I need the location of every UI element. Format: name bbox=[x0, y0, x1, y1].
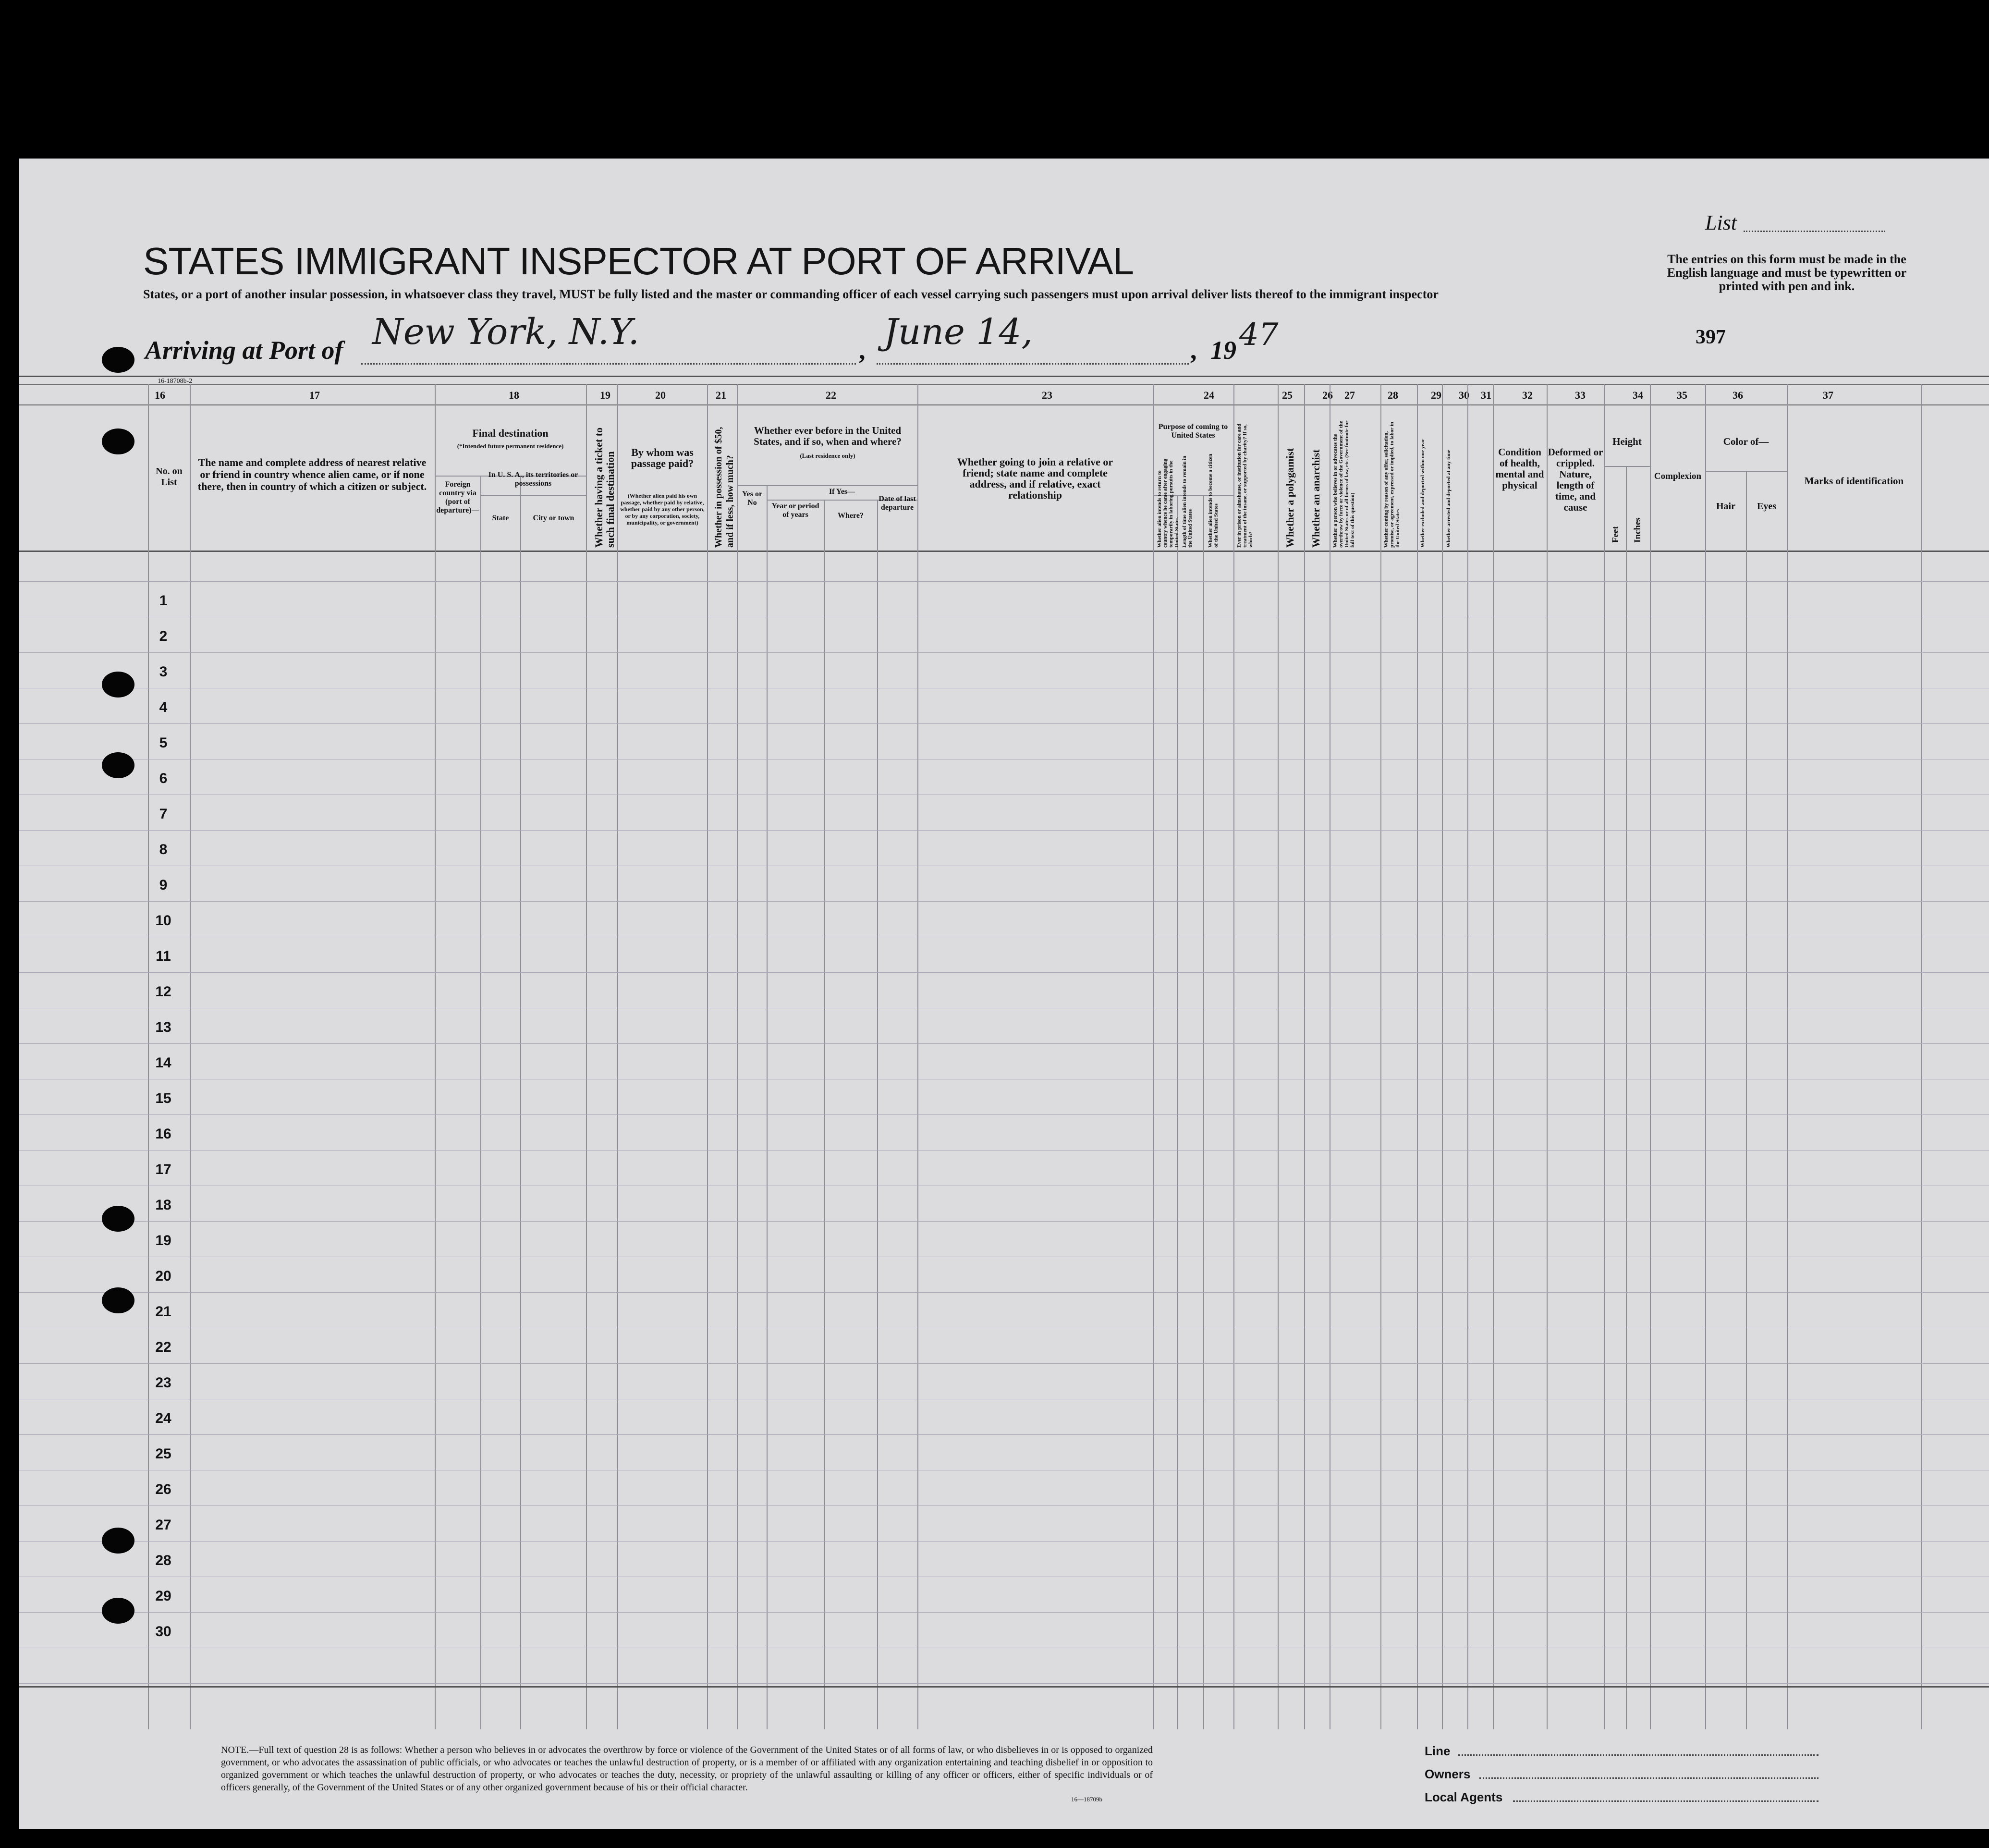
row-line bbox=[19, 652, 1989, 653]
header-ticket: Whether having a ticket to such final destination bbox=[593, 427, 616, 548]
row-number: 25 bbox=[155, 1446, 171, 1462]
header-final-destination: Final destination bbox=[472, 427, 549, 439]
column-line bbox=[917, 384, 918, 1729]
column-line bbox=[1746, 471, 1747, 1729]
header-nearest-relative: The name and complete address of nearest relative or friend in country whence alien came, or if none there, then in country of which a citizen or subject. bbox=[197, 456, 427, 492]
col-number: 17 bbox=[309, 389, 320, 401]
header-last-residence: (Last residence only) bbox=[800, 452, 855, 459]
row-number: 2 bbox=[159, 628, 168, 644]
header-no-on-list: No. on List bbox=[156, 466, 183, 488]
comma-sep: , bbox=[859, 336, 866, 365]
row-line bbox=[19, 581, 1989, 582]
subheader-rule bbox=[737, 485, 917, 486]
row-line bbox=[19, 1221, 1989, 1222]
header-q31: Whether arrested and deported at any time bbox=[1446, 450, 1452, 548]
column-line bbox=[1547, 384, 1548, 1729]
form-title: STATES IMMIGRANT INSPECTOR AT PORT OF ARRIVAL bbox=[143, 240, 1134, 282]
header-in-usa: In U. S. A., its territories or possessions bbox=[488, 471, 578, 488]
row-number: 17 bbox=[155, 1162, 171, 1177]
owners-field[interactable] bbox=[1479, 1777, 1818, 1779]
col-number: 16 bbox=[155, 389, 165, 401]
row-number: 14 bbox=[155, 1055, 171, 1071]
row-line bbox=[19, 1683, 1989, 1684]
year-handwritten[interactable]: 47 bbox=[1239, 317, 1279, 353]
year-prefix: 19 bbox=[1210, 336, 1236, 365]
header-by-whom-note: (Whether alien paid his own passage, whether paid by relative, whether paid by any other person, or by any corporation, society, municipality, or government) bbox=[620, 492, 705, 526]
header-where: Where? bbox=[838, 512, 864, 520]
punch-hole bbox=[102, 347, 134, 373]
header-feet: Feet bbox=[1611, 526, 1621, 543]
line-field[interactable] bbox=[1458, 1754, 1818, 1756]
header-rule bbox=[19, 384, 1989, 385]
punch-hole bbox=[102, 428, 134, 454]
header-condition: Condition of health, mental and physical bbox=[1495, 446, 1544, 491]
header-prison: Ever in prison or almshouse, or institution for care and treatment of the insane, or supported by charity? If so, which? bbox=[1236, 423, 1254, 548]
port-handwritten[interactable]: New York, N.Y. bbox=[372, 311, 640, 353]
col-number: 21 bbox=[716, 389, 726, 401]
row-number: 23 bbox=[155, 1375, 171, 1391]
header-polygamist: Whether a polygamist bbox=[1284, 448, 1296, 548]
row-number: 15 bbox=[155, 1090, 171, 1106]
column-line bbox=[190, 384, 191, 1729]
row-line bbox=[19, 723, 1989, 724]
date-handwritten[interactable]: June 14, bbox=[884, 311, 1033, 353]
owners-label: Owners bbox=[1425, 1767, 1471, 1781]
header-if-yes: If Yes— bbox=[829, 488, 855, 496]
row-number: 6 bbox=[159, 771, 168, 786]
row-number: 3 bbox=[159, 664, 168, 680]
column-line bbox=[1278, 384, 1279, 1729]
local-agents-label: Local Agents bbox=[1425, 1790, 1503, 1804]
header-color-of: Color of— bbox=[1723, 436, 1769, 447]
row-number: 10 bbox=[155, 913, 171, 929]
col-number: 23 bbox=[1042, 389, 1052, 401]
list-number: 397 bbox=[1696, 326, 1726, 348]
header-hair: Hair bbox=[1716, 501, 1735, 512]
header-before-in-us: Whether ever before in the United States, and if so, when and where? bbox=[754, 425, 902, 447]
row-number: 5 bbox=[159, 735, 168, 751]
header-join-relative: Whether going to join a relative or friend; state name and complete address, and if relative, exact relationship bbox=[957, 456, 1113, 501]
list-label: List bbox=[1705, 211, 1737, 234]
header-state: State bbox=[492, 514, 509, 522]
punch-hole bbox=[102, 1598, 134, 1624]
form-instructions: The entries on this form must be made in the English language and must be typewritten or printed with pen and ink. bbox=[1667, 252, 1907, 293]
header-year-period: Year or period of years bbox=[771, 502, 819, 519]
col-number: 37 bbox=[1823, 389, 1833, 401]
header-purpose-a: Whether alien intends to return to country whence he came after engaging temporarily in laboring pursuits in the United States bbox=[1157, 458, 1180, 548]
column-line bbox=[617, 384, 618, 1729]
col-number: 30 bbox=[1459, 389, 1469, 401]
column-line bbox=[1467, 384, 1468, 1729]
header-q29: Whether coming by reason of any offer, solicitation, promise, or agreement, expressed or implied, to labor in the United States bbox=[1383, 422, 1401, 548]
row-number: 18 bbox=[155, 1197, 171, 1213]
column-line bbox=[1921, 384, 1922, 1729]
col-number: 29 bbox=[1431, 389, 1441, 401]
row-number: 7 bbox=[159, 806, 168, 822]
subheader-rule bbox=[480, 495, 586, 496]
footnote-question-28: NOTE.—Full text of question 28 is as follows: Whether a person who believes in or advocates the overthrow by force or violence of the Government of the United States or of all forms of law, or who disbelieves in or is opposed to organized government, or who advocates the assassination of public officials, or who advocates or teaches the unlawful destruction of property, or is a member of or affiliated with any organization entertaining and teaching disbelief in or opposition to organized government or which teaches the unlawful destruction of property, or who advocates or teaches the duty, necessity, or propriety of the unlawful assaulting or killing of any officer or officers, either of specific individuals or of officers generally, of the Government of the United States or of any other organized government because of his or their official character. bbox=[221, 1745, 1153, 1793]
row-number: 4 bbox=[159, 699, 168, 715]
col-number: 32 bbox=[1522, 389, 1533, 401]
header-purpose-c: Whether alien intends to become a citizen of the United States bbox=[1208, 453, 1219, 548]
row-number: 27 bbox=[155, 1517, 171, 1533]
punch-hole bbox=[102, 1528, 134, 1554]
column-line bbox=[1417, 384, 1418, 1729]
column-line bbox=[737, 384, 738, 1729]
header-rule bbox=[19, 551, 1989, 552]
row-line bbox=[19, 1434, 1989, 1435]
column-line bbox=[1787, 384, 1788, 1729]
header-city: City or town bbox=[533, 514, 574, 522]
row-line bbox=[19, 972, 1989, 973]
col-number: 25 bbox=[1282, 389, 1293, 401]
col-number: 20 bbox=[655, 389, 666, 401]
row-line bbox=[19, 1612, 1989, 1613]
column-line bbox=[586, 384, 587, 1729]
row-number: 11 bbox=[156, 948, 171, 964]
header-purpose: Purpose of coming to United States bbox=[1158, 423, 1228, 440]
column-line bbox=[1153, 384, 1154, 1729]
punch-hole bbox=[102, 1206, 134, 1232]
column-line bbox=[1705, 384, 1706, 1729]
row-number: 30 bbox=[155, 1624, 171, 1640]
column-line bbox=[1380, 384, 1381, 1729]
header-possession-50: Whether in possession of $50, and if less, how much? bbox=[713, 427, 735, 548]
row-line bbox=[19, 1363, 1989, 1364]
row-number: 19 bbox=[155, 1233, 171, 1248]
header-final-destination-note: (*Intended future permanent residence) bbox=[457, 442, 564, 450]
row-number: 13 bbox=[155, 1019, 171, 1035]
header-foreign-country: Foreign country via (port of departure)— bbox=[436, 480, 479, 514]
row-line bbox=[19, 1043, 1989, 1044]
column-line bbox=[1177, 495, 1178, 1729]
column-line bbox=[1442, 384, 1443, 1729]
comma-sep: , bbox=[1190, 336, 1197, 365]
form-number: 16-18708b-2 bbox=[158, 378, 193, 385]
row-number: 28 bbox=[155, 1553, 171, 1568]
local-agents-field[interactable] bbox=[1513, 1800, 1818, 1802]
date-field-line bbox=[877, 363, 1189, 365]
row-number: 22 bbox=[155, 1339, 171, 1355]
column-line bbox=[1304, 384, 1305, 1729]
header-by-whom: By whom was passage paid? bbox=[631, 446, 694, 469]
col-number: 22 bbox=[826, 389, 836, 401]
column-line bbox=[435, 384, 436, 1729]
header-inches: Inches bbox=[1633, 517, 1643, 543]
punch-hole bbox=[102, 752, 134, 778]
col-number: 36 bbox=[1733, 389, 1743, 401]
column-line bbox=[1626, 466, 1627, 1729]
header-rule bbox=[19, 376, 1989, 377]
column-line bbox=[1233, 384, 1234, 1729]
header-q30: Whether excluded and deported within one year bbox=[1420, 439, 1426, 548]
row-number: 24 bbox=[155, 1410, 171, 1426]
header-complexion: Complexion bbox=[1654, 471, 1702, 481]
header-rule bbox=[19, 404, 1989, 405]
row-line bbox=[19, 1292, 1989, 1293]
row-number: 29 bbox=[155, 1588, 171, 1604]
line-label: Line bbox=[1425, 1744, 1451, 1758]
header-date-departure: Date of last departure bbox=[879, 495, 916, 512]
column-line bbox=[1203, 495, 1204, 1729]
row-line bbox=[19, 1541, 1989, 1542]
table-bottom-rule bbox=[19, 1686, 1989, 1688]
col-number: 24 bbox=[1204, 389, 1214, 401]
punch-hole bbox=[102, 672, 134, 698]
col-number: 33 bbox=[1575, 389, 1586, 401]
row-number: 8 bbox=[159, 842, 168, 857]
col-number: 34 bbox=[1633, 389, 1643, 401]
col-number: 28 bbox=[1388, 389, 1398, 401]
header-marks: Marks of identification bbox=[1804, 475, 1904, 487]
punch-hole bbox=[102, 1287, 134, 1313]
column-line bbox=[1493, 384, 1494, 1729]
subheader-rule bbox=[1705, 471, 1787, 472]
row-number: 9 bbox=[159, 877, 168, 893]
header-q28: Whether a person who believes in or advocates the overthrow by force or violence of the Government of the United States or of all forms of law, etc. (See footnote for full text of this question) bbox=[1332, 420, 1355, 548]
row-number: 1 bbox=[159, 593, 168, 609]
column-line bbox=[767, 485, 768, 1729]
row-line bbox=[19, 830, 1989, 831]
col-number: 31 bbox=[1481, 389, 1491, 401]
row-line bbox=[19, 901, 1989, 902]
list-field[interactable] bbox=[1744, 231, 1885, 232]
col-number: 27 bbox=[1344, 389, 1355, 401]
row-number: 12 bbox=[155, 984, 171, 1000]
header-purpose-b: Length of time alien intends to remain in the United States bbox=[1182, 455, 1193, 548]
subheader-rule bbox=[1604, 466, 1650, 467]
form-subtitle: States, or a port of another insular possession, in whatsoever class they travel, MUST be fully listed and the master or commanding officer of each vessel carrying such passengers must upon arrival deliver lists thereof to the immigrant inspector bbox=[143, 287, 1439, 301]
row-number: 20 bbox=[155, 1268, 171, 1284]
footer-form-code: 16—18709b bbox=[1071, 1796, 1102, 1803]
row-number: 21 bbox=[155, 1304, 171, 1320]
port-field-line bbox=[361, 363, 856, 365]
row-number: 26 bbox=[155, 1481, 171, 1497]
column-line bbox=[707, 384, 708, 1729]
column-line bbox=[1604, 384, 1605, 1729]
row-line bbox=[19, 1114, 1989, 1115]
col-number: 26 bbox=[1322, 389, 1333, 401]
row-line bbox=[19, 1505, 1989, 1506]
header-yes-or-no: Yes or No bbox=[742, 490, 763, 507]
header-deformed: Deformed or crippled. Nature, length of time, and cause bbox=[1548, 446, 1603, 513]
row-number: 16 bbox=[155, 1126, 171, 1142]
header-anarchist: Whether an anarchist bbox=[1310, 449, 1322, 548]
col-number: 35 bbox=[1677, 389, 1687, 401]
col-number: 18 bbox=[509, 389, 519, 401]
manifest-sheet bbox=[19, 159, 1989, 1829]
header-eyes: Eyes bbox=[1757, 501, 1776, 512]
arriving-label: Arriving at Port of bbox=[145, 336, 343, 365]
header-height: Height bbox=[1612, 436, 1642, 447]
column-line bbox=[1650, 384, 1651, 1729]
col-number: 19 bbox=[600, 389, 610, 401]
